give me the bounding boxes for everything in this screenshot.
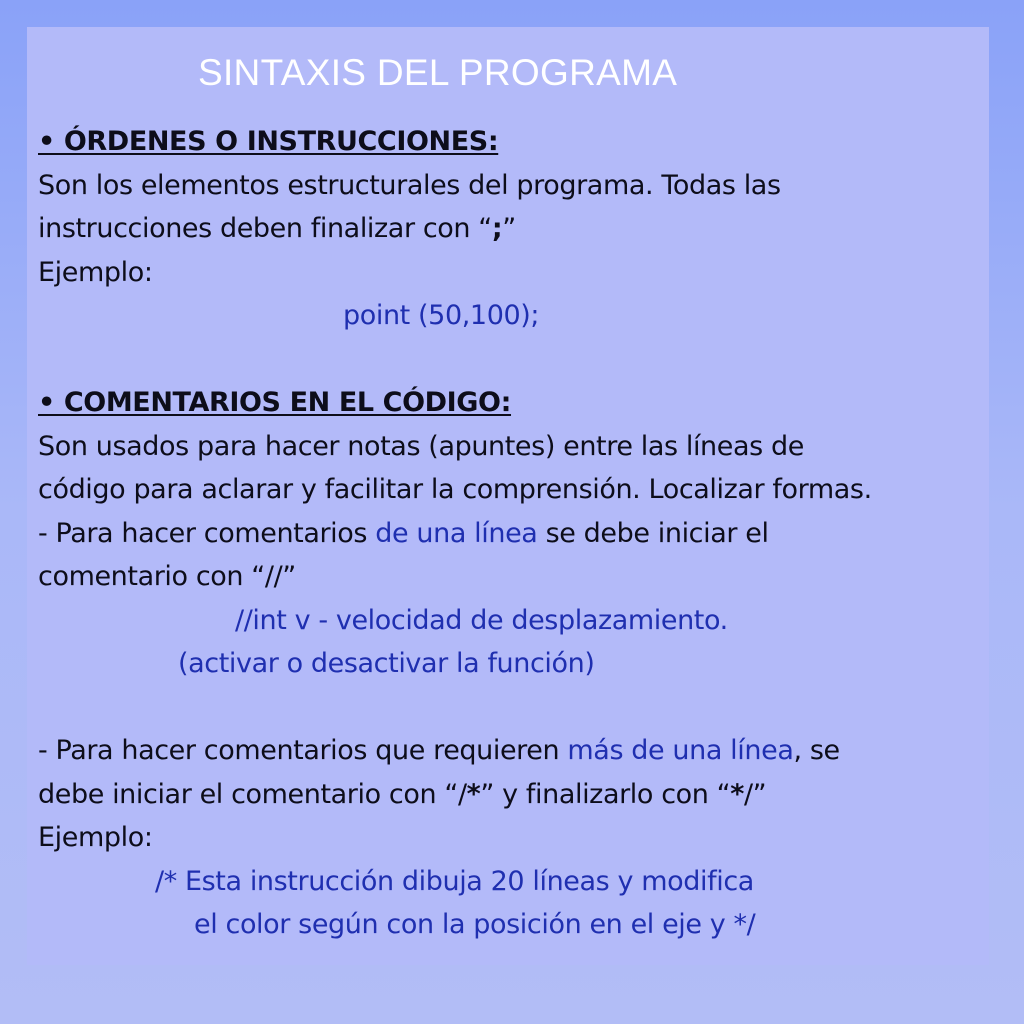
spacer (38, 686, 988, 730)
comments-text-line-5 (38, 729, 988, 773)
comments-text-line-3 (38, 512, 988, 556)
spacer (38, 338, 988, 382)
section-heading-comments: • COMENTARIOS EN EL CÓDIGO: (38, 387, 512, 418)
comments-text-line-2: código para aclarar y facilitar la comprensión. Localizar formas. (38, 474, 872, 505)
comments-text-line-5-start: - Para hacer comentarios que requieren (38, 735, 568, 766)
code-example-single-line-1: //int v - velocidad de desplazamiento. (235, 604, 728, 636)
asterisk-symbol-close: * (730, 778, 744, 810)
comments-text-line-1: Son usados para hacer notas (apuntes) entre las líneas de (38, 430, 804, 462)
comments-text-line-6-end: /” (743, 778, 767, 810)
instructions-text-line-2-start: instrucciones deben finalizar con “ (38, 213, 492, 244)
code-example-point: point (50,100); (343, 300, 540, 331)
comments-text-line-4: comentario con “//” (38, 561, 296, 592)
comments-text-line-6-start: debe iniciar el comentario con “/ (38, 778, 467, 810)
example-label-2: Ejemplo: (38, 822, 153, 853)
instructions-text-line-2 (38, 207, 988, 251)
semicolon-symbol: ; (491, 213, 503, 244)
code-example-single-line-2: (activar o desactivar la función) (178, 648, 595, 679)
section-heading-instructions: • ÓRDENES O INSTRUCCIONES: (38, 126, 499, 157)
comments-text-line-6-middle: ” y finalizarlo con “ (480, 778, 731, 810)
slide-body (38, 120, 988, 947)
instructions-text-line-1: Son los elementos estructurales del programa. Todas las (38, 169, 781, 201)
example-label: Ejemplo: (38, 256, 153, 288)
instructions-text-line-2-end: ” (502, 213, 516, 244)
comments-text-line-5-end: , se (793, 735, 840, 766)
slide-title: SINTAXIS DEL PROGRAMA (198, 52, 678, 93)
asterisk-symbol-open: * (466, 778, 481, 810)
multi-line-highlight: más de una línea (567, 735, 794, 766)
comments-text-line-6 (38, 773, 988, 817)
code-example-multi-line-1: /* Esta instrucción dibuja 20 líneas y modifica (155, 865, 754, 897)
code-example-multi-line-2: el color según con la posición en el eje y */ (194, 909, 756, 940)
comments-text-line-3-end: se debe iniciar el (537, 517, 769, 549)
comments-text-line-3-start: - Para hacer comentarios (38, 517, 376, 549)
single-line-highlight: de una línea (375, 517, 538, 549)
